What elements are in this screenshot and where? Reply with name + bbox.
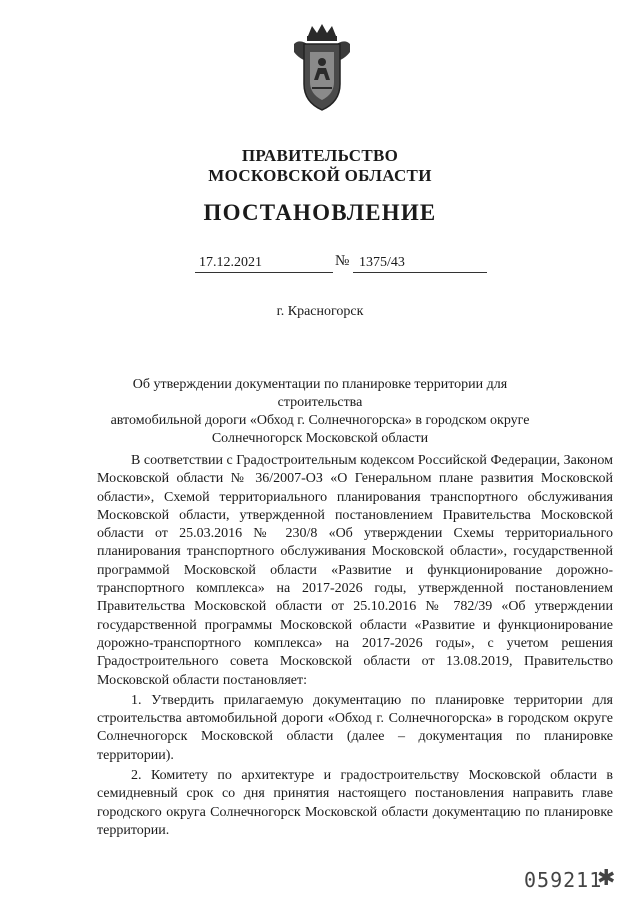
issuer-heading xyxy=(0,146,640,186)
date-underline xyxy=(195,272,333,273)
subject-line-2: автомобильной дороги «Обход г. Солнечногорска» в городском округе xyxy=(110,413,530,428)
coat-of-arms-icon xyxy=(290,22,354,114)
date-number-row xyxy=(195,253,495,275)
issuer-line-2: МОСКОВСКОЙ ОБЛАСТИ xyxy=(208,166,432,185)
document-body xyxy=(97,452,613,840)
issuer-line-1: ПРАВИТЕЛЬСТВО xyxy=(241,146,399,165)
number-sign: № xyxy=(335,253,350,269)
document-subject xyxy=(110,376,530,448)
subject-line-3: Солнечногорск Московской области xyxy=(211,431,429,446)
document-date: 17.12.2021 xyxy=(199,255,262,270)
preamble-paragraph: В соответствии с Градостроительным кодексом Российской Федерации, Законом Московской области № 36/2007-ОЗ «О Генеральном плане развития Московской области», Схемой территориального планирования транспортного обслуживания Московской области, утвержденной постановлением Правительства Московской области от 25.03.2016 № 230/8 «Об утверждении Схемы территориального планирования транспортного обслуживания Московской области», государственной программой Московской области «Развитие и функционирование дорожно-транспортного комплекса» на 2017-2026 годы, утвержденной постановлением Правительства Московской области от 25.10.2016 № 782/39 «Об утверждении государственной программы Московской области «Развитие и функционирование дорожно-транспортного комплекса» на 2017-2026 годы», с учетом решения Градостроительного совета Московской области от 13.08.2019, Правительство Московской области постановляет: xyxy=(97,453,613,688)
subject-line-1: Об утверждении документации по планировке территории для строительства xyxy=(132,377,508,410)
number-underline xyxy=(353,272,487,273)
document-type: ПОСТАНОВЛЕНИЕ xyxy=(203,200,437,225)
serial-mark-icon: ✱ xyxy=(597,866,616,891)
item-2-paragraph: 2. Комитету по архитектуре и градостроительству Московской области в семидневный срок со дня принятия настоящего постановления направить главе городского округа Солнечногорск Московской области документацию по планировке территории. xyxy=(97,768,613,838)
item-1-paragraph: 1. Утвердить прилагаемую документацию по планировке территории для строительства автомобильной дороги «Обход г. Солнечногорска» в городском округе Солнечногорск Московской области (далее – документация по планировке территории). xyxy=(97,692,613,763)
issue-city: г. Красногорск xyxy=(276,304,364,319)
document-number: 1375/43 xyxy=(359,255,405,270)
serial-number: 059211 xyxy=(524,868,603,892)
